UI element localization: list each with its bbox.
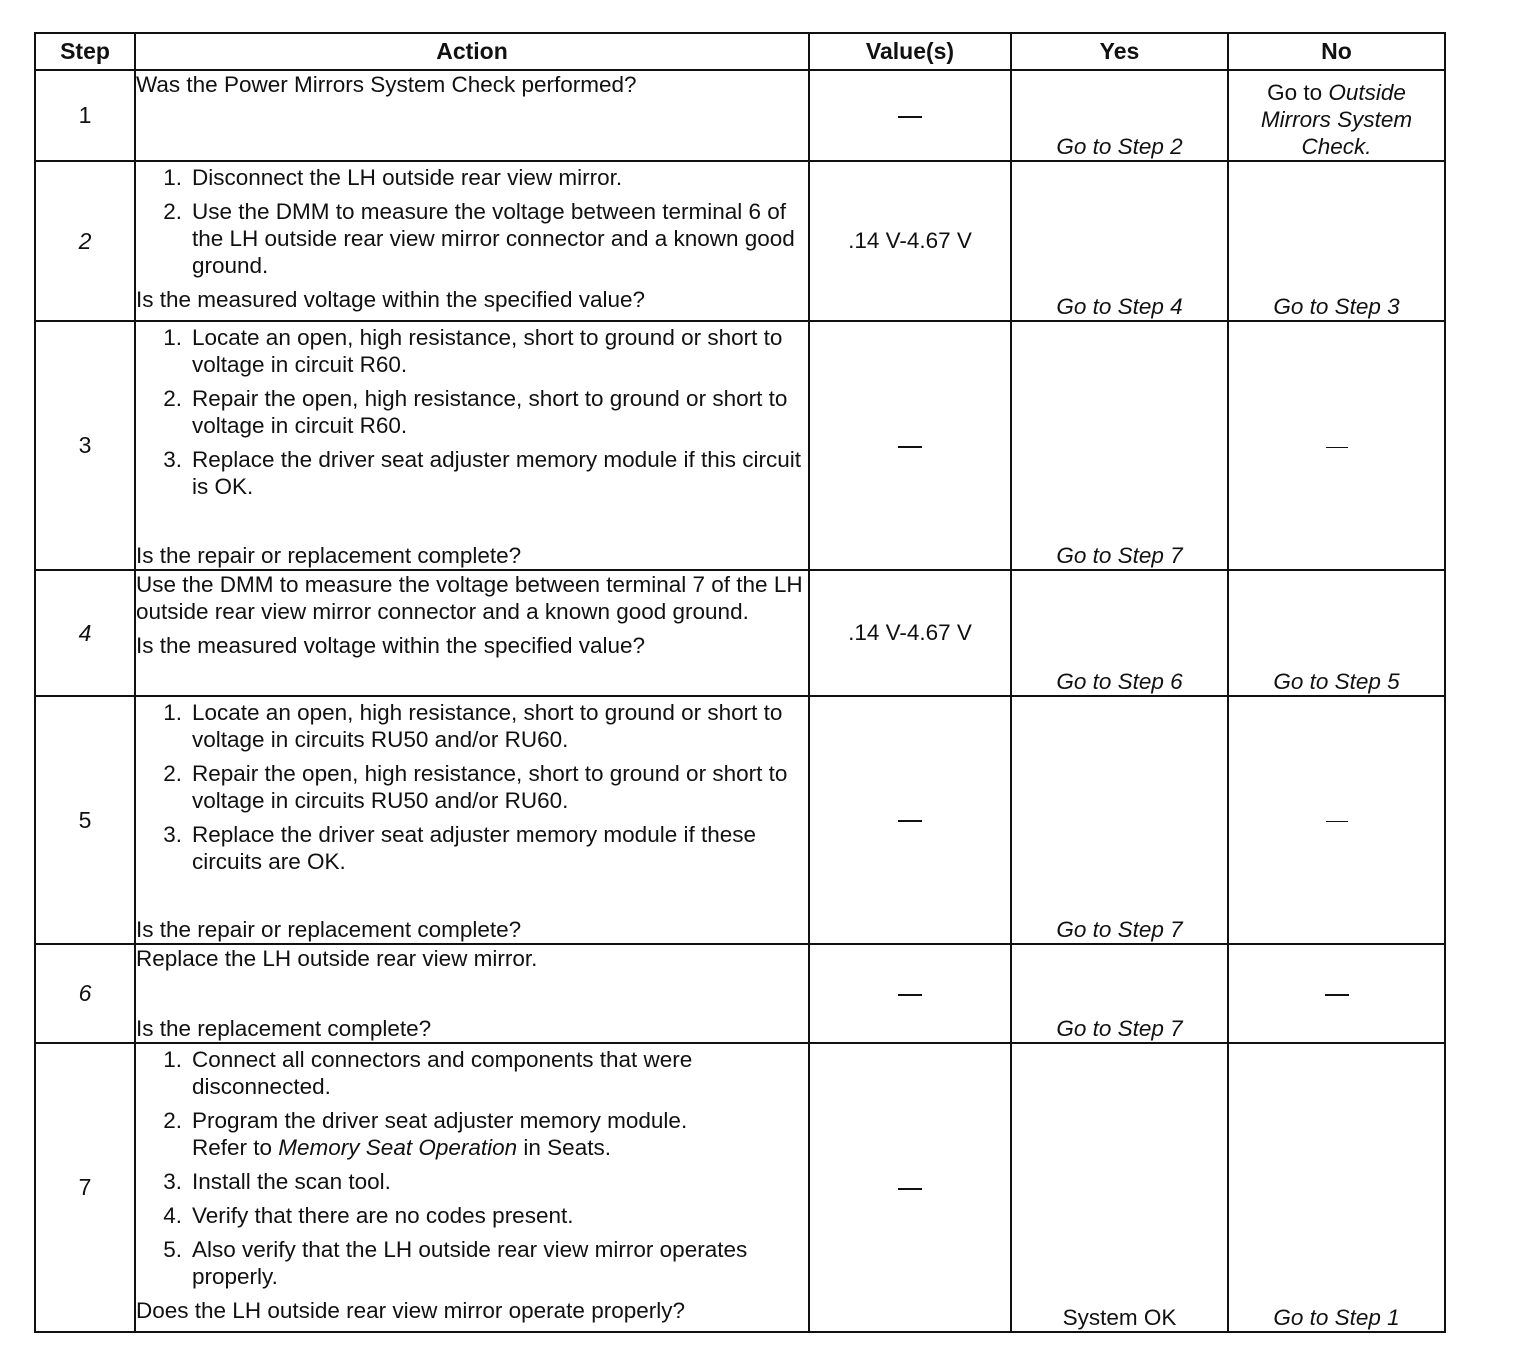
value-dash — [898, 446, 922, 448]
no-cell: Go to Step 1 — [1228, 1043, 1445, 1332]
step-number: 3 — [35, 321, 135, 570]
list-item: 4. Verify that there are no codes present. — [163, 1203, 574, 1228]
no-prefix: Go to — [1267, 80, 1329, 105]
step-number: 7 — [35, 1043, 135, 1332]
yes-cell: Go to Step 7 — [1011, 696, 1228, 944]
header-values: Value(s) — [809, 33, 1011, 70]
action-question: Is the repair or replacement complete? — [136, 917, 522, 942]
value-cell: .14 V-4.67 V — [809, 161, 1011, 321]
header-row — [35, 33, 1445, 70]
value-cell: .14 V-4.67 V — [809, 570, 1011, 696]
action-cell — [135, 944, 809, 1043]
no-cell: Go to Step 5 — [1228, 570, 1445, 696]
action-cell — [135, 570, 809, 696]
no-cell — [1228, 944, 1445, 1043]
yes-cell: Go to Step 7 — [1011, 944, 1228, 1043]
action-cell — [135, 696, 809, 944]
step-number: 6 — [35, 944, 135, 1043]
action-cell — [135, 70, 809, 161]
action-list — [136, 164, 808, 279]
step-number: 5 — [35, 696, 135, 944]
no-cell — [1228, 696, 1445, 944]
action-question: Is the replacement complete? — [136, 1016, 432, 1041]
list-item: 1. Disconnect the LH outside rear view mirror. — [163, 165, 623, 190]
action-question: Is the measured voltage within the specified value? — [136, 633, 646, 658]
list-item: 1. Locate an open, high resistance, short to ground or short to voltage in circuit R60. — [163, 325, 783, 377]
action-text: Replace the LH outside rear view mirror. — [136, 946, 538, 971]
no-dash — [1326, 447, 1348, 448]
no-cell — [1228, 70, 1445, 161]
no-cell: Go to Step 3 — [1228, 161, 1445, 321]
step-number: 4 — [35, 570, 135, 696]
table-row-step-7 — [35, 1043, 1445, 1332]
value-cell — [809, 321, 1011, 570]
no-dash — [1325, 994, 1349, 996]
list-item: 2. Program the driver seat adjuster memory module. Refer to Memory Seat Operation in Seats. — [163, 1108, 688, 1160]
action-list — [136, 1046, 808, 1290]
value-cell — [809, 70, 1011, 161]
memory-seat-operation-link: Memory Seat Operation — [278, 1135, 518, 1160]
action-question: Does the LH outside rear view mirror operate properly? — [136, 1298, 685, 1323]
yes-cell: System OK — [1011, 1043, 1228, 1332]
table-row-step-4 — [35, 570, 1445, 696]
value-cell — [809, 1043, 1011, 1332]
yes-cell: Go to Step 4 — [1011, 161, 1228, 321]
table-row-step-6 — [35, 944, 1445, 1043]
list-item: 1. Connect all connectors and components that were disconnected. — [163, 1047, 693, 1099]
table-row-step-1 — [35, 70, 1445, 161]
action-text: Use the DMM to measure the voltage between terminal 7 of the LH outside rear view mirror connector and a known good ground. — [136, 572, 803, 624]
value-dash — [898, 116, 922, 118]
yes-cell: Go to Step 6 — [1011, 570, 1228, 696]
action-question: Is the repair or replacement complete? — [136, 543, 522, 568]
step-number: 1 — [35, 70, 135, 161]
value-cell — [809, 944, 1011, 1043]
action-text: Was the Power Mirrors System Check performed? — [136, 72, 637, 97]
outside-mirrors-link: Outside Mirrors System Check. — [1260, 80, 1413, 159]
header-yes: Yes — [1011, 33, 1228, 70]
action-question: Is the measured voltage within the specified value? — [136, 287, 646, 312]
header-no: No — [1228, 33, 1445, 70]
table-row-step-5 — [35, 696, 1445, 944]
step-number: 2 — [35, 161, 135, 321]
table-row-step-3 — [35, 321, 1445, 570]
action-cell — [135, 321, 809, 570]
yes-cell: Go to Step 7 — [1011, 321, 1228, 570]
diagnostic-table — [34, 32, 1446, 1333]
list-item: 5. Also verify that the LH outside rear view mirror operates properly. — [163, 1237, 748, 1289]
list-item: 2. Repair the open, high resistance, short to ground or short to voltage in circuits RU50 and/or RU60. — [163, 761, 788, 813]
action-cell — [135, 1043, 809, 1332]
list-item: 3. Replace the driver seat adjuster memory module if this circuit is OK. — [163, 447, 801, 499]
yes-cell: Go to Step 2 — [1011, 70, 1228, 161]
header-action: Action — [135, 33, 809, 70]
action-list — [136, 324, 808, 507]
value-dash — [898, 1188, 922, 1190]
no-cell — [1228, 321, 1445, 570]
action-list — [136, 699, 808, 882]
header-step: Step — [35, 33, 135, 70]
list-item: 2. Use the DMM to measure the voltage between terminal 6 of the LH outside rear view mirror connector and a known good ground. — [163, 199, 795, 278]
list-item: 3. Install the scan tool. — [163, 1169, 391, 1194]
value-cell — [809, 696, 1011, 944]
value-dash — [898, 994, 922, 996]
action-cell — [135, 161, 809, 321]
table-row-step-2 — [35, 161, 1445, 321]
no-dash — [1326, 821, 1348, 822]
list-item: 3. Replace the driver seat adjuster memory module if these circuits are OK. — [163, 822, 757, 874]
value-dash — [898, 820, 922, 822]
list-item: 2. Repair the open, high resistance, short to ground or short to voltage in circuit R60. — [163, 386, 788, 438]
list-item: 1. Locate an open, high resistance, short to ground or short to voltage in circuits RU50 and/or RU60. — [163, 700, 783, 752]
